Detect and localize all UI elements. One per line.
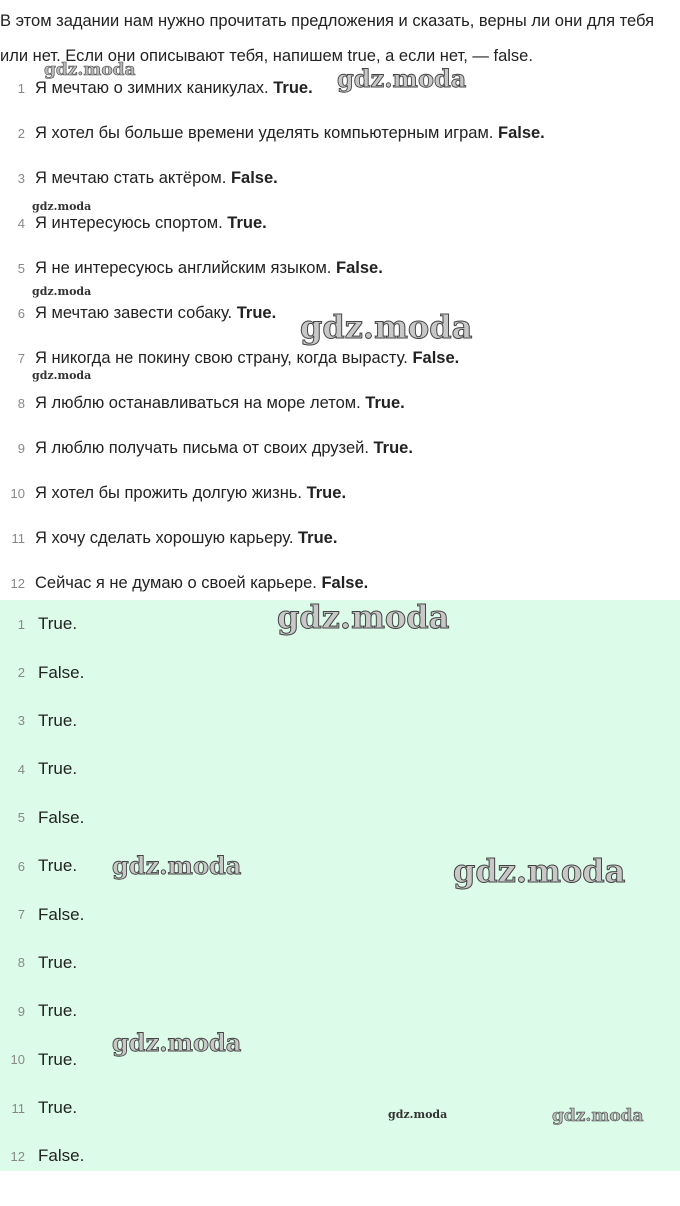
watermark: gdz.moda [277,598,450,636]
answer-row [0,987,680,1035]
statement-text-wrap [35,394,405,413]
statement-text-wrap [35,214,267,233]
statement-number: 12 [10,576,25,591]
statement-text: Я мечтаю завести собаку. [35,304,233,322]
watermark: gdz.moda [112,851,242,880]
statement-text: Я интересуюсь спортом. [35,214,223,232]
answer-text: True. [38,614,78,634]
statement-number: 2 [17,126,25,141]
answer-row [0,745,680,793]
answer-text: True. [38,759,78,779]
answer-number: 2 [17,665,25,681]
answer-text: True. [38,1049,78,1069]
statement-answer: True. [273,79,313,97]
statement-text-wrap [35,259,383,278]
answer-number: 6 [17,858,25,874]
statement-answer: False. [336,259,383,277]
statement-row [0,156,680,201]
answer-number: 11 [11,1100,25,1116]
statement-text: Сейчас я не думаю о своей карьере. [35,574,317,592]
answer-number: 8 [17,955,25,971]
statement-number: 11 [11,531,25,546]
statement-text: Я хочу сделать хорошую карьеру. [35,529,294,547]
answer-number: 3 [17,713,25,729]
statement-number: 3 [17,171,25,186]
statement-row [0,291,680,336]
statement-row [0,111,680,156]
statement-text-wrap [35,304,276,323]
answer-text: False. [38,1146,85,1166]
statement-text-wrap [35,79,313,98]
statement-text: Я мечтаю о зимних каникулах. [35,79,269,97]
statement-answer: True. [298,529,338,547]
statement-text: Я не интересуюсь английским языком. [35,259,332,277]
statement-number: 5 [17,261,25,276]
statement-text: Я люблю останавливаться на море летом. [35,394,361,412]
statement-text: Я хотел бы больше времени уделять компьютерным играм. [35,124,494,142]
watermark: gdz.moda [453,852,626,890]
statement-number: 9 [17,441,25,456]
statement-text-wrap [35,529,337,548]
statement-text: Я хотел бы прожить долгую жизнь. [35,484,302,502]
statement-answer: False. [230,169,278,187]
statement-number: 7 [17,351,25,366]
statement-text-wrap [35,439,413,458]
statement-answer: True. [236,304,277,322]
answer-row [0,1084,680,1132]
answer-number: 7 [17,907,25,923]
answer-text: True. [38,856,78,876]
watermark: gdz.moda [32,285,92,298]
watermark: gdz.moda [44,60,136,80]
watermark: gdz.moda [552,1106,644,1126]
statement-list [0,66,680,606]
statement-answer: True. [306,484,347,502]
statement-text-wrap [35,169,278,188]
answer-text: True. [38,1001,78,1021]
statement-number: 6 [17,306,25,321]
statement-number: 8 [17,396,25,411]
watermark: gdz.moda [300,308,473,346]
answers-panel [0,600,680,1171]
statement-text-wrap [35,574,368,593]
answer-text: True. [38,710,78,730]
answer-text: True. [38,952,78,972]
answer-row [0,794,680,842]
statement-answer: True. [227,214,267,232]
watermark: gdz.moda [32,369,92,382]
statement-row [0,246,680,291]
statement-number: 4 [17,216,25,231]
statement-row [0,336,680,381]
statement-answer: False. [412,349,460,367]
watermark: gdz.moda [112,1028,242,1057]
statement-row [0,516,680,561]
statement-number: 1 [17,81,25,96]
answer-row [0,890,680,938]
statement-row [0,201,680,246]
watermark: gdz.moda [337,64,467,93]
answer-number: 1 [17,616,25,632]
statement-text: Я никогда не покину свою страну, когда вырасту. [35,349,408,367]
statement-answer: True. [365,394,405,412]
statement-answer: False. [321,574,369,592]
answer-text: False. [38,904,85,924]
watermark: gdz.moda [388,1108,448,1121]
answer-text: False. [38,807,85,827]
answer-number: 5 [17,810,25,826]
answer-row [0,842,680,890]
answer-row [0,1132,680,1180]
watermark: gdz.moda [32,200,92,213]
intro-text: В этом задании нам нужно прочитать предложения и сказать, верны ли они для тебя или нет. Если они описывают тебя, напишем true, а если нет, — false. [0,12,655,65]
statement-number: 10 [10,486,25,501]
answer-row [0,600,680,648]
answer-row [0,697,680,745]
answer-number: 4 [17,761,25,777]
answer-row [0,1036,680,1084]
statement-text: Я мечтаю стать актёром. [35,169,227,187]
answer-text: True. [38,1098,78,1118]
statement-answer: False. [497,124,545,142]
answer-number: 12 [10,1148,25,1164]
statement-row [0,471,680,516]
answer-number: 9 [17,1003,25,1019]
answer-text: False. [38,662,85,682]
statement-text-wrap [35,484,346,503]
statement-answer: True. [373,439,413,457]
statement-text: Я люблю получать письма от своих друзей. [35,439,369,457]
statement-row [0,426,680,471]
answer-row [0,939,680,987]
answer-row [0,648,680,696]
statement-row [0,66,680,111]
statement-text-wrap [35,349,459,368]
statement-text-wrap [35,124,545,143]
statement-row [0,381,680,426]
answer-number: 10 [10,1052,25,1068]
